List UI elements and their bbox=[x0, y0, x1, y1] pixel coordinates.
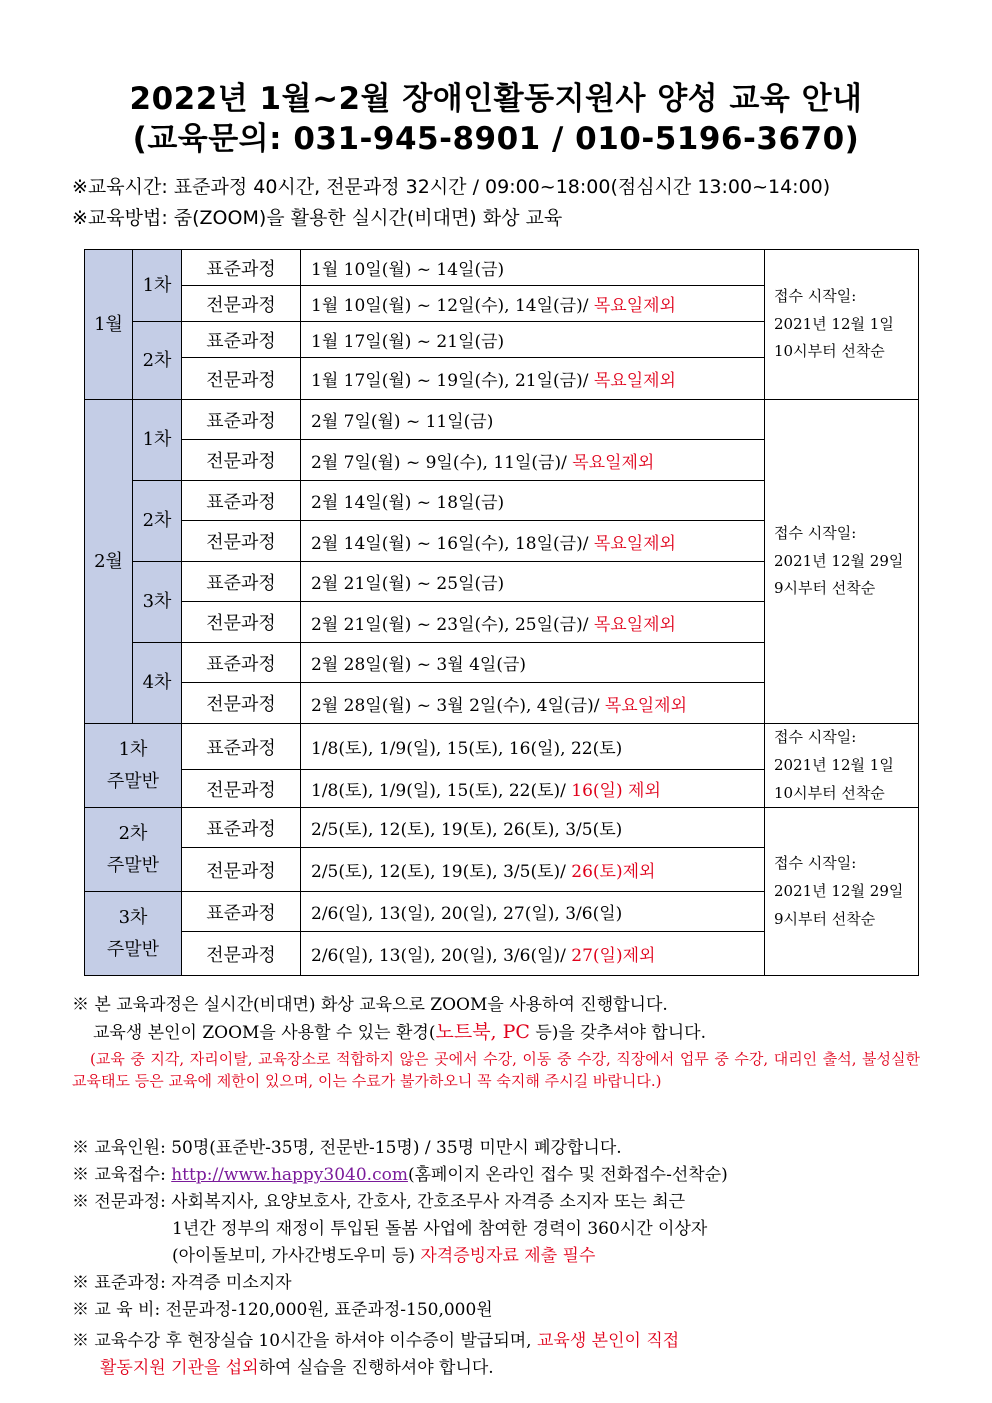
round-cell: 1차 bbox=[133, 250, 182, 322]
round-cell: 4차 bbox=[133, 643, 182, 724]
course-dates: 2/5(토), 12(토), 19(토), 26(토), 3/5(토) bbox=[301, 808, 765, 848]
table-row bbox=[85, 400, 919, 440]
course-dates: 2/6(일), 13(일), 20(일), 3/6(일)/ 27(일)제외 bbox=[301, 932, 765, 976]
course-type: 표준과정 bbox=[182, 250, 301, 286]
course-dates: 2월 21일(월) ~ 25일(금) bbox=[301, 562, 765, 602]
professional-eligibility: ※ 전문과정: 사회복지사, 요양보호사, 간호사, 간호조무사 자격증 소지자 또는 최근 bbox=[72, 1192, 686, 1212]
homepage-link[interactable]: http://www.happy3040.com bbox=[171, 1165, 408, 1185]
course-dates: 2/5(토), 12(토), 19(토), 3/5(토)/ 26(토)제외 bbox=[301, 848, 765, 892]
course-type: 표준과정 bbox=[182, 400, 301, 440]
course-type: 표준과정 bbox=[182, 481, 301, 521]
round-cell: 2차 bbox=[133, 322, 182, 400]
course-dates: 1/8(토), 1/9(일), 15(토), 16(일), 22(토) bbox=[301, 724, 765, 770]
course-dates: 2월 28일(월) ~ 3월 4일(금) bbox=[301, 643, 765, 683]
document-requirement: 자격증빙자료 제출 필수 bbox=[420, 1246, 596, 1266]
contact-subtitle: (교육문의: 031-945-8901 / 010-5196-3670) bbox=[132, 121, 860, 157]
standard-eligibility: ※ 표준과정: 자격증 미소지자 bbox=[72, 1273, 292, 1293]
weekend-round-cell: 2차 주말반 bbox=[85, 808, 182, 892]
exclusion-note: 목요일제외 bbox=[572, 452, 655, 473]
education-time: ※교육시간: 표준과정 40시간, 전문과정 32시간 / 09:00~18:00(점심시간 13:00~14:00) bbox=[72, 176, 831, 198]
practice-notice bbox=[72, 1328, 932, 1382]
month-cell: 1월 bbox=[85, 250, 133, 400]
course-dates: 2월 7일(월) ~ 11일(금) bbox=[301, 400, 765, 440]
month-cell: 2월 bbox=[85, 400, 133, 724]
capacity-line: ※ 교육인원: 50명(표준반-35명, 전문반-15명) / 35명 미만시 폐강합니다. bbox=[72, 1138, 622, 1158]
zoom-line-1: ※ 본 교육과정은 실시간(비대면) 화상 교육으로 ZOOM을 사용하여 진행합니다. bbox=[72, 995, 668, 1015]
table-row bbox=[85, 808, 919, 848]
course-type: 전문과정 bbox=[182, 440, 301, 481]
course-type: 표준과정 bbox=[182, 322, 301, 358]
attendance-restriction: (교육 중 지각, 자리이탈, 교육장소로 적합하지 않은 곳에서 수강, 이동 중 수강, 직장에서 업무 중 수강, 대리인 출석, 불성실한 교육태도 등은 교육에 제한이 있으며, 이는 수료가 불가하오니 꼭 숙지해 주시길 바랍니다.) bbox=[72, 1050, 920, 1090]
course-dates: 2/6(일), 13(일), 20(일), 27(일), 3/6(일) bbox=[301, 892, 765, 932]
round-cell: 2차 bbox=[133, 481, 182, 562]
apply-line: ※ 교육접수: http://www.happy3040.com(홈페이지 온라인 접수 및 전화접수-선착순) bbox=[72, 1165, 728, 1185]
course-type: 전문과정 bbox=[182, 932, 301, 976]
round-cell: 1차 bbox=[133, 400, 182, 481]
fee-line: ※ 교 육 비: 전문과정-120,000원, 표준과정-150,000원 bbox=[72, 1300, 493, 1320]
education-method: ※교육방법: 줌(ZOOM)을 활용한 실시간(비대면) 화상 교육 bbox=[72, 207, 563, 229]
exclusion-note: 목요일제외 bbox=[593, 296, 676, 316]
course-dates: 2월 28일(월) ~ 3월 2일(수), 4일(금)/ 목요일제외 bbox=[301, 683, 765, 724]
exclusion-note: 목요일제외 bbox=[593, 371, 676, 391]
exclusion-note: 16(일) 제외 bbox=[571, 781, 661, 802]
course-type: 전문과정 bbox=[182, 683, 301, 724]
registration-notice: 접수 시작일: 2021년 12월 29일 9시부터 선착순 bbox=[765, 808, 919, 976]
course-type: 표준과정 bbox=[182, 892, 301, 932]
table-row bbox=[85, 250, 919, 286]
course-type: 전문과정 bbox=[182, 848, 301, 892]
round-cell: 3차 bbox=[133, 562, 182, 643]
course-dates: 2월 7일(월) ~ 9일(수), 11일(금)/ 목요일제외 bbox=[301, 440, 765, 481]
course-dates: 1월 17일(월) ~ 19일(수), 21일(금)/ 목요일제외 bbox=[301, 358, 765, 400]
table-row bbox=[85, 724, 919, 770]
zoom-notice bbox=[72, 992, 932, 1047]
course-dates: 1월 10일(월) ~ 12일(수), 14일(금)/ 목요일제외 bbox=[301, 286, 765, 322]
professional-eligibility-3: (아이돌보미, 가사간병도우미 등) 자격증빙자료 제출 필수 bbox=[172, 1246, 596, 1266]
registration-notice: 접수 시작일: 2021년 12월 1일 10시부터 선착순 bbox=[765, 724, 919, 808]
exclusion-note: 26(토)제외 bbox=[571, 862, 656, 883]
course-dates: 2월 14일(월) ~ 16일(수), 18일(금)/ 목요일제외 bbox=[301, 521, 765, 562]
schedule-table bbox=[84, 249, 919, 976]
course-type: 전문과정 bbox=[182, 770, 301, 808]
exclusion-note: 27(일)제외 bbox=[571, 946, 656, 967]
course-type: 표준과정 bbox=[182, 562, 301, 602]
course-type: 전문과정 bbox=[182, 521, 301, 562]
course-type: 표준과정 bbox=[182, 643, 301, 683]
weekend-round-cell: 1차 주말반 bbox=[85, 724, 182, 808]
course-type: 전문과정 bbox=[182, 358, 301, 400]
exclusion-note: 목요일제외 bbox=[604, 695, 687, 716]
device-requirement: 노트북, PC bbox=[435, 1021, 530, 1043]
course-dates: 1/8(토), 1/9(일), 15(토), 22(토)/ 16(일) 제외 bbox=[301, 770, 765, 808]
exclusion-note: 목요일제외 bbox=[593, 533, 676, 554]
course-type: 전문과정 bbox=[182, 286, 301, 322]
registration-notice: 접수 시작일: 2021년 12월 29일 9시부터 선착순 bbox=[765, 400, 919, 724]
practice-line-2: 활동지원 기관을 섭외하여 실습을 진행하셔야 합니다. bbox=[100, 1358, 494, 1378]
course-details bbox=[72, 1135, 932, 1324]
course-type: 전문과정 bbox=[182, 602, 301, 643]
registration-notice: 접수 시작일: 2021년 12월 1일 10시부터 선착순 bbox=[765, 250, 919, 400]
weekend-round-cell: 3차 주말반 bbox=[85, 892, 182, 976]
practice-line-1: ※ 교육수강 후 현장실습 10시간을 하셔야 이수증이 발급되며, 교육생 본인이 직접 bbox=[72, 1331, 680, 1351]
course-dates: 1월 17일(월) ~ 21일(금) bbox=[301, 322, 765, 358]
course-type: 표준과정 bbox=[182, 808, 301, 848]
zoom-line-2: 교육생 본인이 ZOOM을 사용할 수 있는 환경(노트북, PC 등)을 갖추셔야 합니다. bbox=[93, 1021, 706, 1043]
exclusion-note: 목요일제외 bbox=[593, 614, 676, 635]
course-dates: 2월 14일(월) ~ 18일(금) bbox=[301, 481, 765, 521]
course-type: 표준과정 bbox=[182, 724, 301, 770]
course-dates: 2월 21일(월) ~ 23일(수), 25일(금)/ 목요일제외 bbox=[301, 602, 765, 643]
page-title: 2022년 1월~2월 장애인활동지원사 양성 교육 안내 bbox=[129, 81, 863, 117]
professional-eligibility-2: 1년간 정부의 재정이 투입된 돌봄 사업에 참여한 경력이 360시간 이상자 bbox=[172, 1219, 708, 1239]
course-dates: 1월 10일(월) ~ 14일(금) bbox=[301, 250, 765, 286]
